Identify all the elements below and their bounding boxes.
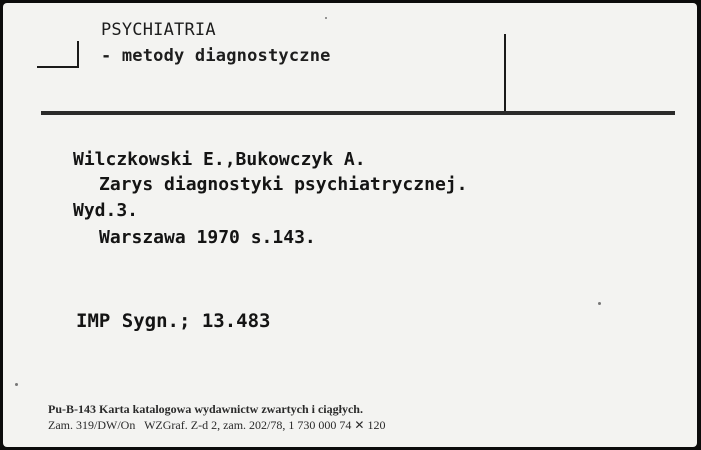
paper-speck <box>15 383 18 386</box>
header-divider-vertical <box>504 34 506 112</box>
corner-rule-horizontal <box>37 66 79 68</box>
call-number: IMP Sygn.; 13.483 <box>76 310 271 332</box>
subject-subheading: - metody diagnostyczne <box>101 46 331 66</box>
card-form-line: Pu-B-143 Karta katalogowa wydawnictw zwartych i ciągłych. <box>48 402 363 416</box>
paper-speck <box>598 302 601 305</box>
entry-imprint: Warszawa 1970 s.143. <box>99 227 316 248</box>
subject-heading: PSYCHIATRIA <box>101 20 216 40</box>
entry-edition: Wyd.3. <box>73 200 139 221</box>
entry-authors: Wilczkowski E.,Bukowczyk A. <box>73 149 366 170</box>
header-divider-horizontal <box>41 111 675 115</box>
card-print-line: Zam. 319/DW/On WZGraf. Z-d 2, zam. 202/78, 1 730 000 74 ✕ 120 <box>48 418 386 432</box>
corner-rule-vertical <box>77 41 79 68</box>
entry-title: Zarys diagnostyki psychiatrycznej. <box>99 174 468 195</box>
paper-speck <box>325 17 327 19</box>
catalog-card <box>3 3 697 447</box>
